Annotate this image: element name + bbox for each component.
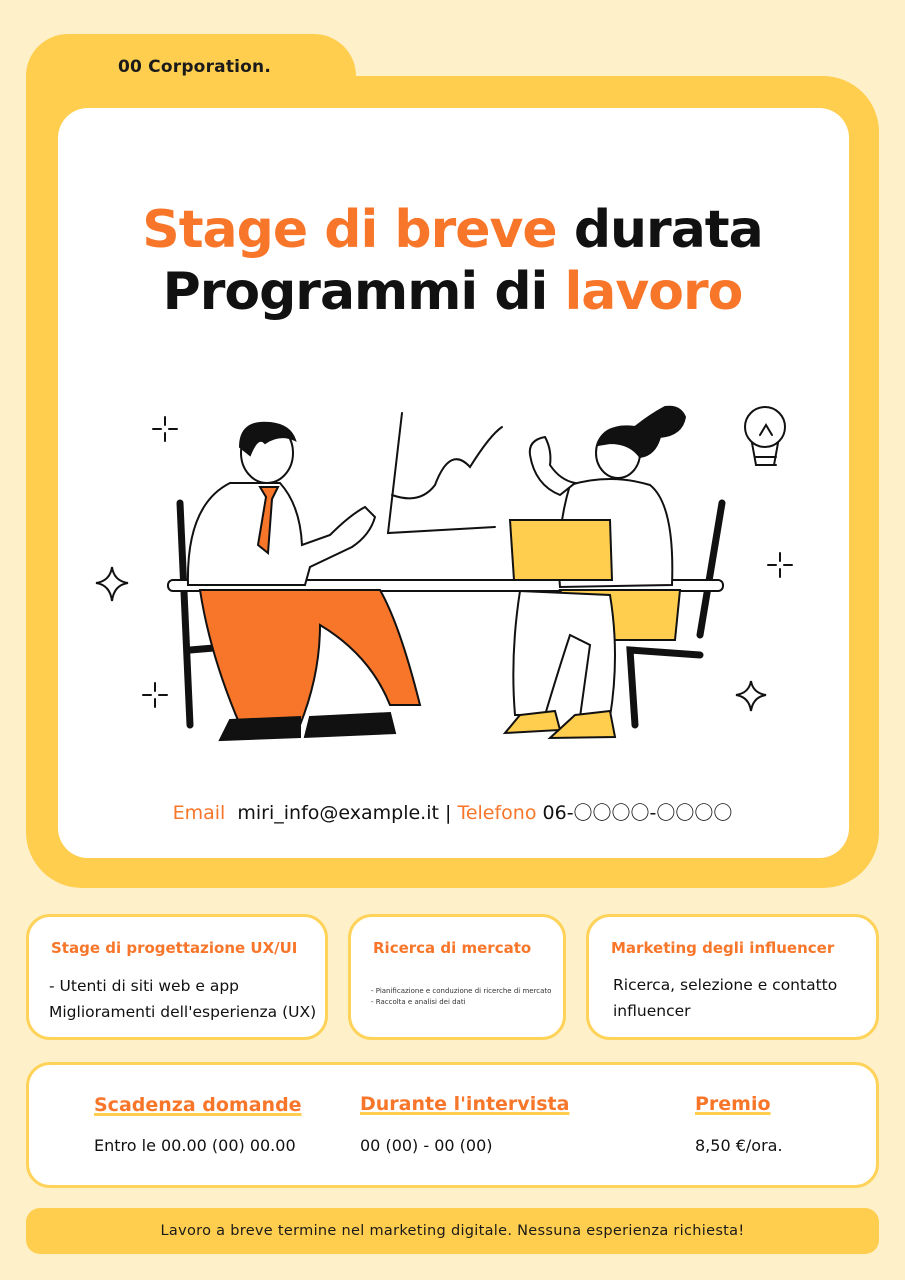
deadline-value: Entro le 00.00 (00) 00.00 <box>94 1136 296 1155</box>
card-line: influencer <box>613 1002 691 1020</box>
info-box <box>26 1062 879 1188</box>
reward-title: Premio <box>695 1093 771 1115</box>
star-icon <box>736 681 766 711</box>
chart-board <box>388 413 502 533</box>
email-value[interactable]: miri_info@example.it <box>237 802 439 824</box>
footer-banner: Lavoro a breve termine nel marketing digitale. Nessuna esperienza richiesta! <box>26 1208 879 1254</box>
card-line: Ricerca, selezione e contatto <box>613 976 838 994</box>
phone-value[interactable]: 06-〇〇〇〇-〇〇〇〇 <box>542 802 733 824</box>
headline-text-1: durata <box>573 200 763 260</box>
contact-separator: | <box>445 802 452 824</box>
phone-label: Telefono <box>457 802 537 824</box>
card-line: - Utenti di siti web e app <box>49 977 239 995</box>
sparkle-icon <box>143 683 167 707</box>
card-title: Stage di progettazione UX/UI <box>51 939 298 957</box>
company-name: 00 Corporation. <box>118 57 272 77</box>
sparkle-icon <box>768 553 792 577</box>
contact-line <box>0 798 905 825</box>
card-title: Marketing degli influencer <box>611 939 835 957</box>
interview-title: Durante l'intervista <box>360 1093 570 1115</box>
headline-accent-1: Stage di breve <box>142 200 557 260</box>
card-title: Ricerca di mercato <box>373 939 532 957</box>
card-market-research <box>348 914 566 1040</box>
card-line: Miglioramenti dell'esperienza (UX) <box>49 1003 317 1021</box>
office-meeting-illustration <box>90 395 810 755</box>
interview-value: 00 (00) - 00 (00) <box>360 1136 493 1155</box>
reward-value: 8,50 €/ora. <box>695 1136 783 1155</box>
headline-text-2: Programmi di <box>162 262 548 322</box>
star-icon <box>96 567 128 601</box>
headline-line-2 <box>0 262 905 322</box>
card-text <box>613 972 837 1024</box>
headline-line-1 <box>0 200 905 260</box>
card-line: - Pianificazione e conduzione di ricerche di mercato <box>371 987 552 995</box>
card-text <box>371 986 551 1008</box>
lightbulb-icon <box>745 407 785 465</box>
email-label: Email <box>172 802 226 824</box>
sparkle-icon <box>153 417 177 441</box>
headline-accent-2: lavoro <box>564 262 743 322</box>
card-ux-ui <box>26 914 328 1040</box>
card-line: - Raccolta e analisi dei dati <box>371 998 466 1006</box>
deadline-title: Scadenza domande <box>94 1094 302 1116</box>
card-influencer-marketing <box>586 914 879 1040</box>
card-text <box>49 973 316 1025</box>
